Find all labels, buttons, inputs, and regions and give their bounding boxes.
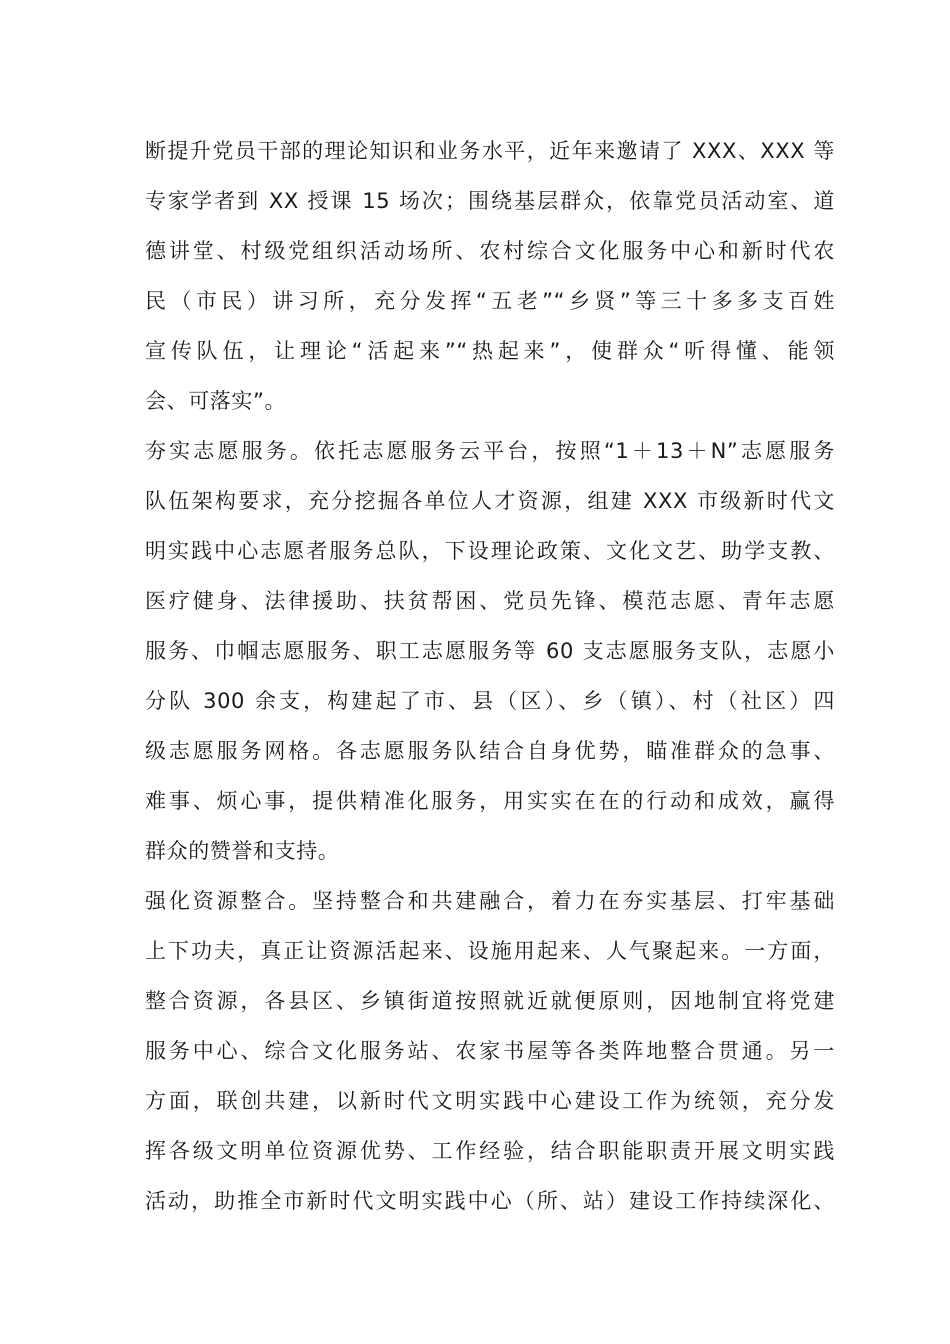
text-line: 活动，助推全市新时代文明实践中心（所、站）建设工作持续深化、 [145,1189,835,1213]
text-line: 夯实志愿服务。依托志愿服务云平台，按照“1＋13＋N”志愿服务 [145,439,835,463]
text-line: 断提升党员干部的理论知识和业务水平，近年来邀请了 XXX、XXX 等 [145,139,835,163]
text-line: 会、可落实”。 [145,389,287,413]
text-line: 服务、巾帼志愿服务、职工志愿服务等 60 支志愿服务支队，志愿小 [145,639,835,663]
text-line: 级志愿服务网格。各志愿服务队结合自身优势，瞄准群众的急事、 [145,739,835,763]
text-line: 分队 300 余支，构建起了市、县（区）、乡（镇）、村（社区）四 [145,689,835,713]
text-line: 强化资源整合。坚持整合和共建融合，着力在夯实基层、打牢基础 [145,889,835,913]
text-line: 方面，联创共建，以新时代文明实践中心建设工作为统领，充分发 [145,1089,835,1113]
text-line: 德讲堂、村级党组织活动场所、农村综合文化服务中心和新时代农 [145,239,835,263]
text-line: 整合资源，各县区、乡镇街道按照就近就便原则，因地制宜将党建 [145,989,835,1013]
text-line: 服务中心、综合文化服务站、农家书屋等各类阵地整合贯通。另一 [145,1039,835,1063]
document-body [145,126,835,1226]
text-line: 明实践中心志愿者服务总队，下设理论政策、文化文艺、助学支教、 [145,539,835,563]
text-line: 队伍架构要求，充分挖掘各单位人才资源，组建 XXX 市级新时代文 [145,489,835,513]
text-line: 挥各级文明单位资源优势、工作经验，结合职能职责开展文明实践 [145,1139,835,1163]
text-line: 难事、烦心事，提供精准化服务，用实实在在的行动和成效，赢得 [145,789,835,813]
text-line: 民（市民）讲习所，充分发挥“五老”“乡贤”等三十多多支百姓 [145,289,835,313]
text-line: 专家学者到 XX 授课 15 场次；围绕基层群众，依靠党员活动室、道 [145,189,835,213]
text-line: 上下功夫，真正让资源活起来、设施用起来、人气聚起来。一方面， [145,939,835,963]
text-line: 宣传队伍，让理论“活起来”“热起来”，使群众“听得懂、能领 [145,339,835,363]
text-line: 医疗健身、法律援助、扶贫帮困、党员先锋、模范志愿、青年志愿 [145,589,835,613]
text-line: 群众的赞誉和支持。 [145,839,340,863]
